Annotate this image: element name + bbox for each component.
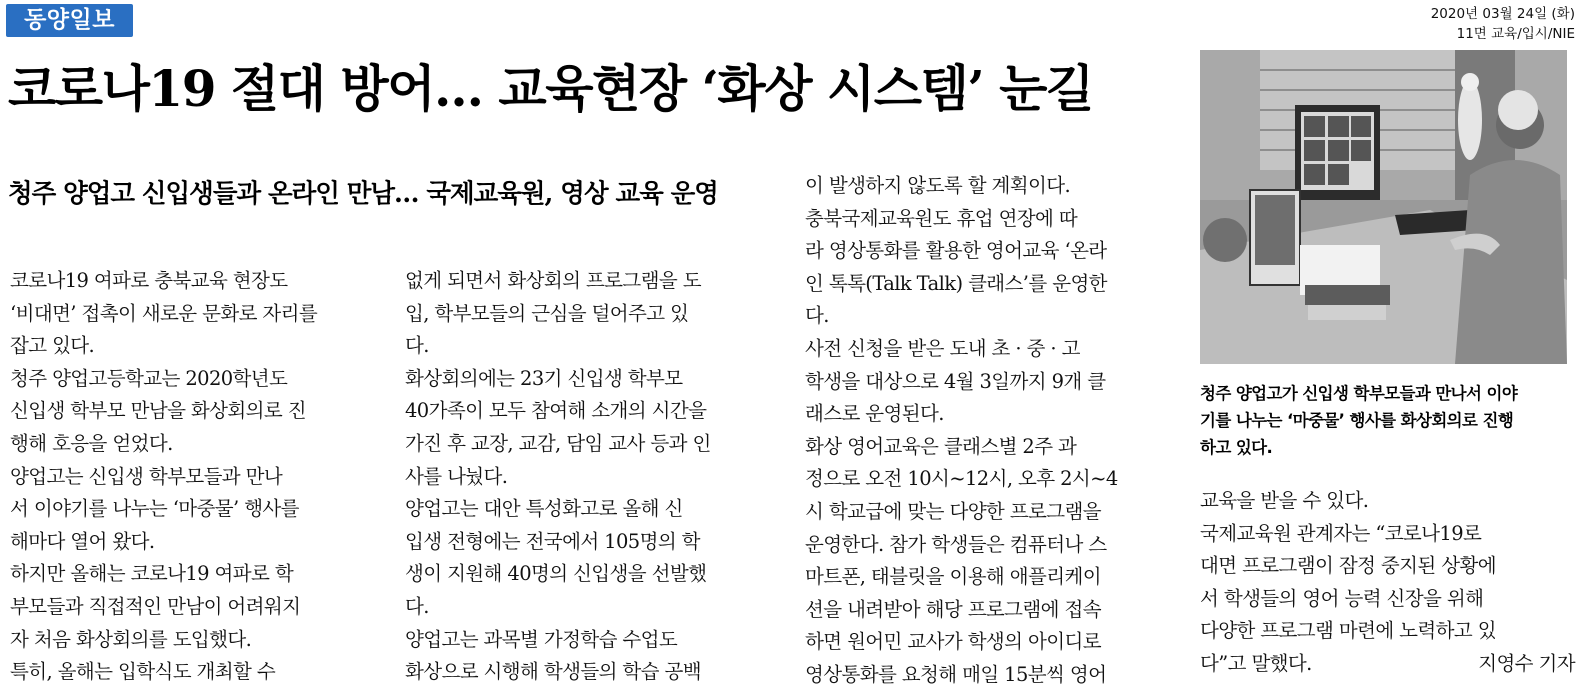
text-line: 래스로 운영된다.	[805, 402, 944, 426]
text-line: 신입생 학부모 만남을 화상회의로 진	[10, 399, 306, 423]
text-line: 다.	[405, 594, 429, 618]
newspaper-logo: 동양일보	[6, 4, 133, 37]
text-line: 40가족이 모두 참여해 소개의 시간을	[405, 399, 707, 423]
text-line: 부모들과 직접적인 만남이 어려워지	[10, 594, 301, 618]
caption-line: 하고 있다.	[1200, 438, 1273, 457]
article-column-2	[405, 265, 777, 689]
photo-teacher-video-call-icon	[1200, 50, 1567, 364]
text-line: 서 학생들의 영어 능력 신장을 위해	[1200, 586, 1484, 610]
text-line: 마트폰, 태블릿을 이용해 애플리케이	[805, 565, 1101, 589]
article-column-1	[10, 265, 382, 689]
text-line: 국제교육원 관계자는 “코로나19로	[1200, 521, 1482, 545]
text-line: 잡고 있다.	[10, 334, 95, 358]
photo-caption	[1200, 380, 1570, 461]
text-line: 양업고는 신입생 학부모들과 만나	[10, 464, 283, 488]
text-line: 정으로 오전 10시~12시, 오후 2시~4	[805, 467, 1118, 491]
text-line: 특히, 올해는 입학식도 개최할 수	[10, 660, 276, 684]
text-line: 교육을 받을 수 있다.	[1200, 489, 1369, 512]
dateline	[1431, 4, 1575, 44]
text-line: 화상회의에는 23기 신입생 학부모	[405, 366, 683, 390]
text-line: 다양한 프로그램 마련에 노력하고 있	[1200, 619, 1496, 643]
text-line: 양업고는 대안 특성화고로 올해 신	[405, 497, 683, 521]
text-line: 해마다 열어 왔다.	[10, 529, 155, 553]
article-photo	[1200, 50, 1567, 364]
text-line: 청주 양업고등학교는 2020학년도	[10, 366, 288, 390]
text-line: 생이 지원해 40명의 신입생을 선발했	[405, 562, 707, 586]
text-line: 학생을 대상으로 4월 3일까지 9개 클	[805, 369, 1106, 393]
text-line: 라 영상통화를 활용한 영어교육 ‘온라	[805, 239, 1107, 263]
caption-line: 기를 나누는 ‘마중물’ 행사를 화상회의로 진행	[1200, 411, 1514, 430]
text-line: 다.	[805, 304, 829, 328]
publication-date: 2020년 03월 24일 (화)	[1430, 6, 1575, 22]
text-line: 서 이야기를 나누는 ‘마중물’ 행사를	[10, 497, 299, 521]
text-line: 화상 영어교육은 클래스별 2주 과	[805, 434, 1077, 458]
text-line: 행해 호응을 얻었다.	[10, 431, 173, 455]
text-line: 화상으로 시행해 학생들의 학습 공백	[405, 660, 701, 684]
text-line: 코로나19 여파로 충북교육 현장도	[10, 269, 288, 292]
text-line: 없게 되면서 화상회의 프로그램을 도	[405, 269, 701, 292]
text-line: 충북국제교육원도 휴업 연장에 따	[805, 206, 1078, 230]
caption-line: 청주 양업고가 신입생 학부모들과 만나서 이야	[1200, 384, 1518, 403]
text-line: 가진 후 교장, 교감, 담임 교사 등과 인	[405, 431, 711, 455]
subheadline: 청주 양업고 신입생들과 온라인 만남… 국제교육원, 영상 교육 운영	[8, 179, 718, 209]
article-column-3	[805, 170, 1177, 692]
text-line: 운영한다. 참가 학생들은 컴퓨터나 스	[805, 532, 1107, 556]
text-line: 자 처음 화상회의를 도입했다.	[10, 627, 252, 651]
text-line: 입생 전형에는 전국에서 105명의 학	[405, 529, 700, 553]
text-line: 션을 내려받아 해당 프로그램에 접속	[805, 597, 1101, 621]
text-line: 인 톡톡(Talk Talk) 클래스’를 운영한	[805, 271, 1107, 295]
text-line: 양업고는 과목별 가정학습 수업도	[405, 627, 678, 651]
text-line: ‘비대면’ 접촉이 새로운 문화로 자리를	[10, 301, 318, 325]
page-section: 11면 교육/입시/NIE	[1456, 26, 1575, 42]
article-column-4	[1200, 485, 1575, 681]
closing-line	[1200, 648, 1575, 681]
text-line: 사를 나눴다.	[405, 464, 508, 488]
text-line: 다.	[405, 334, 429, 358]
text-line: 이 발생하지 않도록 할 계획이다.	[805, 174, 1071, 197]
headline: 코로나19 절대 방어… 교육현장 ‘화상 시스템’ 눈길	[8, 59, 1093, 118]
text-line: 입, 학부모들의 근심을 덜어주고 있	[405, 301, 689, 325]
byline: 지영수 기자	[1478, 651, 1575, 675]
text-line: 하지만 올해는 코로나19 여파로 학	[10, 562, 294, 586]
text-line: 대면 프로그램이 잠정 중지된 상황에	[1200, 554, 1496, 578]
text-line: 사전 신청을 받은 도내 초 · 중 · 고	[805, 336, 1080, 360]
text-line: 시 학교급에 맞는 다양한 프로그램을	[805, 499, 1101, 523]
text-line: 영상통화를 요청해 매일 15분씩 영어	[805, 662, 1107, 686]
text-line: 하면 원어민 교사가 학생의 아이디로	[805, 630, 1101, 654]
closing-text: 다”고 말했다.	[1200, 651, 1312, 675]
